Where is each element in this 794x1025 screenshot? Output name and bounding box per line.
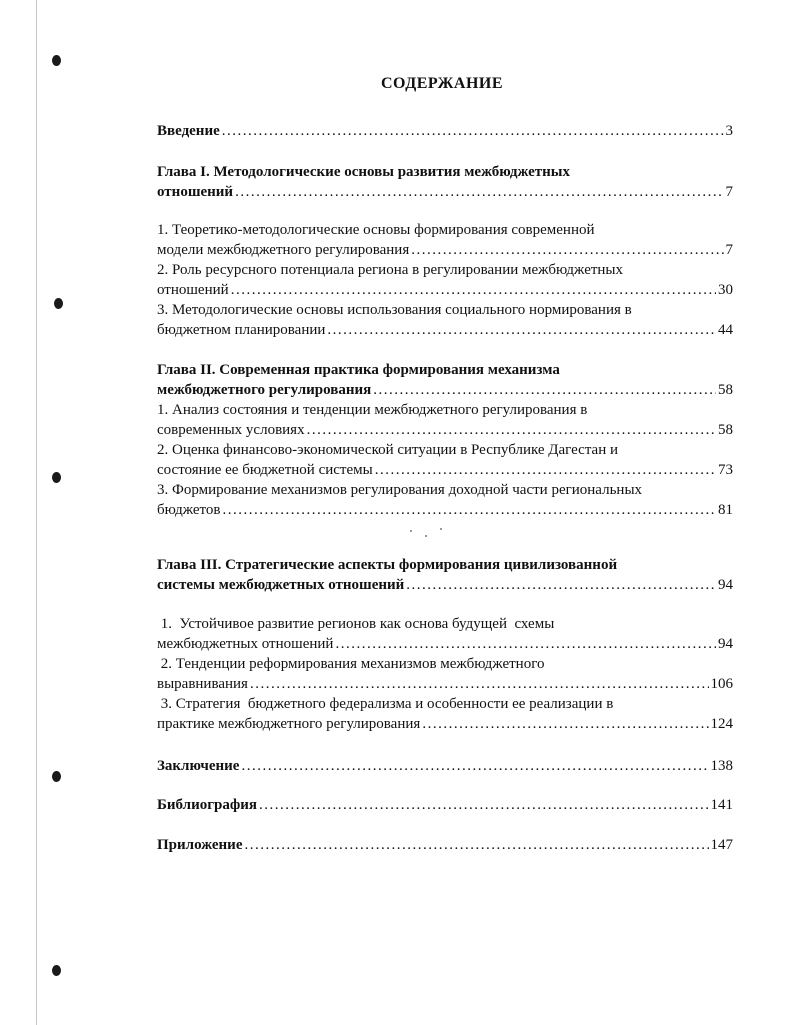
toc-item-2-1-cont[interactable] <box>157 422 733 442</box>
toc-page-number: 141 <box>710 797 733 813</box>
toc-leader-dots <box>411 242 723 259</box>
scan-speck <box>425 535 427 537</box>
toc-entry-appendix[interactable] <box>157 837 733 857</box>
toc-page-number: 7 <box>725 184 733 200</box>
toc-leader-dots <box>259 797 708 814</box>
toc-entry-conclusion[interactable] <box>157 758 733 778</box>
toc-leader-dots <box>231 282 716 299</box>
toc-item-1-1-cont[interactable] <box>157 242 733 262</box>
toc-entry-label: состояние ее бюджетной системы <box>157 462 373 478</box>
toc-entry-label: 3. Методологические основы использования социального нормирования в <box>157 302 632 318</box>
toc-item-3-1[interactable] <box>157 616 733 636</box>
toc-item-1-2[interactable] <box>157 262 733 282</box>
toc-page-number: 138 <box>710 758 733 774</box>
toc-leader-dots <box>235 184 723 201</box>
toc-leader-dots <box>222 123 724 140</box>
toc-page-number: 81 <box>718 502 733 518</box>
toc-page-number: 3 <box>725 123 733 139</box>
scan-speck <box>410 530 412 532</box>
toc-page-number: 73 <box>718 462 733 478</box>
toc-page-number: 7 <box>725 242 733 258</box>
toc-item-2-1[interactable] <box>157 402 733 422</box>
toc-entry-label: Приложение <box>157 837 243 853</box>
toc-entry-label: 1. Анализ состояния и тенденции межбюджетного регулирования в <box>157 402 588 418</box>
toc-entry-label: 2. Роль ресурсного потенциала региона в регулировании межбюджетных <box>157 262 624 278</box>
toc-entry-label: 2. Оценка финансово-экономической ситуации в Республике Дагестан и <box>157 442 619 458</box>
toc-entry-bibliography[interactable] <box>157 797 733 817</box>
toc-item-3-2-cont[interactable] <box>157 676 733 696</box>
toc-page-number: 44 <box>718 322 733 338</box>
toc-entry-label: Глава III. Стратегические аспекты формирования цивилизованной <box>157 557 618 573</box>
toc-item-3-3[interactable] <box>157 696 733 716</box>
toc-entry-label: выравнивания <box>157 676 248 692</box>
toc-leader-dots <box>373 382 716 399</box>
toc-leader-dots <box>307 422 716 439</box>
toc-entry-label: Библиография <box>157 797 258 813</box>
chapter-2-heading[interactable] <box>157 362 733 382</box>
toc-leader-dots <box>375 462 716 479</box>
chapter-3-heading-cont[interactable] <box>157 577 733 597</box>
toc-leader-dots <box>406 577 716 594</box>
chapter-2-heading-cont[interactable] <box>157 382 733 402</box>
toc-page-number: 58 <box>718 422 733 438</box>
toc-entry-label: 1. Устойчивое развитие регионов как основа будущей схемы <box>157 616 555 632</box>
binder-hole-4 <box>52 771 61 782</box>
chapter-1-heading-cont[interactable] <box>157 184 733 204</box>
toc-leader-dots <box>241 758 708 775</box>
binder-hole-2 <box>54 298 63 309</box>
toc-page-number: 30 <box>718 282 733 298</box>
toc-entry-label: отношений <box>157 184 234 200</box>
toc-entry-label: бюджетов <box>157 502 221 518</box>
toc-entry-label: бюджетном планировании <box>157 322 326 338</box>
toc-page-number: 106 <box>710 676 733 692</box>
toc-item-1-3[interactable] <box>157 302 733 322</box>
toc-entry-label: Заключение <box>157 758 240 774</box>
toc-page-number: 147 <box>710 837 733 853</box>
toc-entry-label: Глава I. Методологические основы развития межбюджетных <box>157 164 571 180</box>
chapter-3-heading[interactable] <box>157 557 733 577</box>
chapter-1-heading[interactable] <box>157 164 733 184</box>
toc-entry-label: 2. Тенденции реформирования механизмов межбюджетного <box>157 656 545 672</box>
toc-entry-label: практике межбюджетного регулирования <box>157 716 421 732</box>
page-title: СОДЕРЖАНИЕ <box>380 75 504 92</box>
toc-item-2-3[interactable] <box>157 482 733 502</box>
toc-page-number: 94 <box>718 636 733 652</box>
toc-leader-dots <box>244 837 708 854</box>
toc-entry-label: модели межбюджетного регулирования <box>157 242 410 258</box>
toc-item-1-2-cont[interactable] <box>157 282 733 302</box>
toc-item-1-1[interactable] <box>157 222 733 242</box>
toc-page-number: 124 <box>710 716 733 732</box>
toc-entry-label: отношений <box>157 282 229 298</box>
toc-entry-label: межбюджетных отношений <box>157 636 334 652</box>
toc-entry-label: современных условиях <box>157 422 305 438</box>
toc-leader-dots <box>335 636 716 653</box>
toc-item-3-3-cont[interactable] <box>157 716 733 736</box>
toc-page-number: 94 <box>718 577 733 593</box>
toc-entry-label: Глава II. Современная практика формирования механизма <box>157 362 560 378</box>
toc-entry-label: 3. Стратегия бюджетного федерализма и особенности ее реализации в <box>157 696 614 712</box>
toc-item-2-3-cont[interactable] <box>157 502 733 522</box>
scan-speck <box>440 528 442 530</box>
toc-entry-label: межбюджетного регулирования <box>157 382 372 398</box>
scan-edge-line <box>36 0 37 1025</box>
binder-hole-3 <box>52 472 61 483</box>
toc-item-2-2-cont[interactable] <box>157 462 733 482</box>
toc-leader-dots <box>250 676 709 693</box>
toc-leader-dots <box>222 502 716 519</box>
binder-hole-5 <box>52 965 61 976</box>
toc-item-3-2[interactable] <box>157 656 733 676</box>
toc-entry-label: 1. Теоретико-методологические основы формирования современной <box>157 222 595 238</box>
toc-entry-label: 3. Формирование механизмов регулирования доходной части региональных <box>157 482 643 498</box>
toc-item-3-1-cont[interactable] <box>157 636 733 656</box>
toc-item-1-3-cont[interactable] <box>157 322 733 342</box>
toc-page-number: 58 <box>718 382 733 398</box>
toc-entry-label: Введение <box>157 123 220 139</box>
toc-entry-intro[interactable] <box>157 123 733 143</box>
toc-leader-dots <box>327 322 716 339</box>
toc-item-2-2[interactable] <box>157 442 733 462</box>
binder-hole-1 <box>52 55 61 66</box>
toc-entry-label: системы межбюджетных отношений <box>157 577 405 593</box>
toc-leader-dots <box>422 716 708 733</box>
